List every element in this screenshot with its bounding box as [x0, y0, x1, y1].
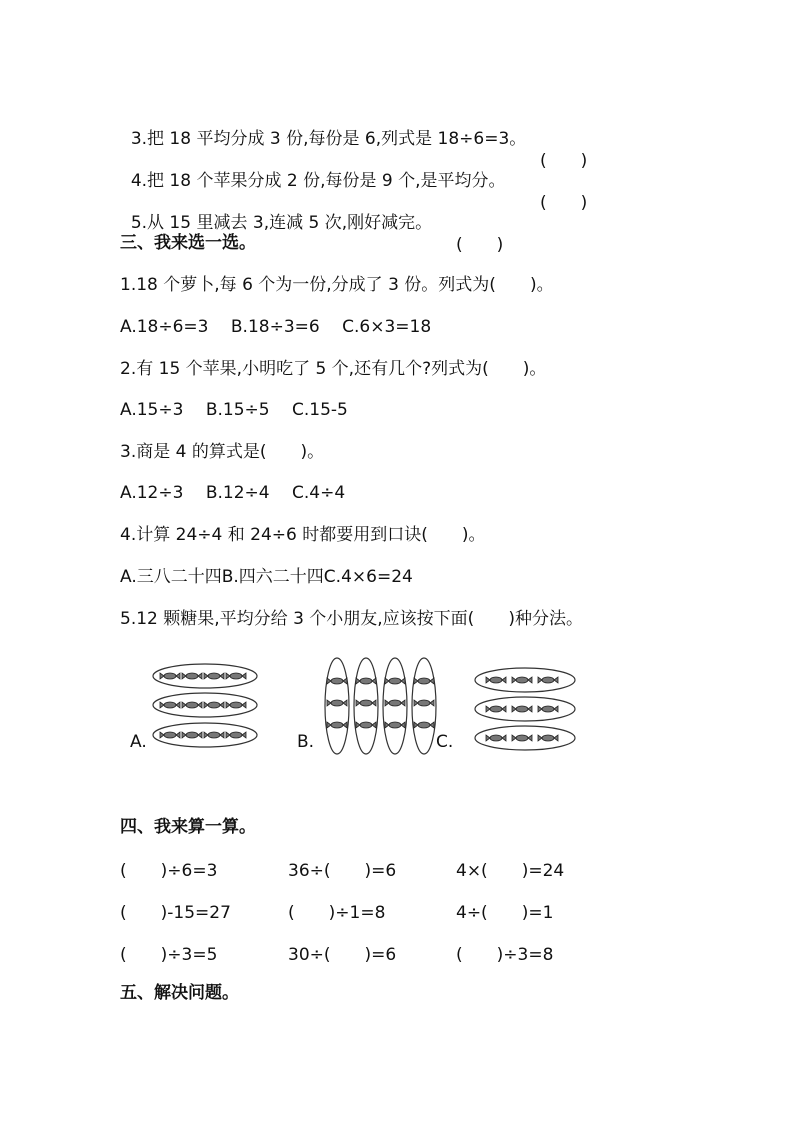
candy-picture-a	[150, 660, 260, 752]
calc-item[interactable]: 4×( )=24	[456, 861, 565, 881]
calc-item[interactable]: ( )÷3=5	[120, 945, 218, 965]
calc-item[interactable]: ( )÷6=3	[120, 861, 218, 881]
choice-question-5: 5.12 颗糖果,平均分给 3 个小朋友,应该按下面( )种分法。	[120, 609, 583, 629]
candy-picture-b	[322, 656, 440, 756]
calc-item[interactable]: 4÷( )=1	[456, 903, 554, 923]
choice-question-3: 3.商是 4 的算式是( )。	[120, 442, 325, 462]
calc-item[interactable]: 36÷( )=6	[288, 861, 397, 881]
calc-item[interactable]: ( )-15=27	[120, 903, 231, 923]
answer-blank[interactable]: ( )	[456, 235, 504, 255]
answer-blank[interactable]: ( )	[540, 193, 588, 213]
choice-question-2: 2.有 15 个苹果,小明吃了 5 个,还有几个?列式为( )。	[120, 359, 547, 379]
section4-heading: 四、我来算一算。	[120, 817, 256, 837]
calc-item[interactable]: ( )÷3=8	[456, 945, 554, 965]
judge-item-text: 5.从 15 里减去 3,连减 5 次,刚好减完。	[130, 213, 433, 233]
section3-heading: 三、我来选一选。	[120, 233, 256, 253]
choice-question-4: 4.计算 24÷4 和 24÷6 时都要用到口诀( )。	[120, 525, 486, 545]
candy-group	[325, 658, 436, 754]
calc-item[interactable]: 30÷( )=6	[288, 945, 397, 965]
answer-blank[interactable]: ( )	[540, 151, 588, 171]
choice-question-1: 1.18 个萝卜,每 6 个为一份,分成了 3 份。列式为( )。	[120, 275, 554, 295]
option-label-a[interactable]: A.	[130, 732, 147, 752]
choice-options-2[interactable]: A.15÷3 B.15÷5 C.15-5	[120, 400, 348, 420]
option-label-b[interactable]: B.	[297, 732, 315, 752]
candy-icon	[327, 678, 434, 728]
candy-icon	[160, 673, 246, 738]
choice-options-4[interactable]: A.三八二十四B.四六二十四C.4×6=24	[120, 567, 413, 587]
candy-icon	[486, 677, 558, 741]
section5-heading: 五、解决问题。	[120, 983, 239, 1003]
calc-item[interactable]: ( )÷1=8	[288, 903, 386, 923]
choice-options-1[interactable]: A.18÷6=3 B.18÷3=6 C.6×3=18	[120, 317, 432, 337]
judge-item-text: 4.把 18 个苹果分成 2 份,每份是 9 个,是平均分。	[130, 171, 506, 191]
judge-item-text: 3.把 18 平均分成 3 份,每份是 6,列式是 18÷6=3。	[130, 129, 527, 149]
candy-picture-c	[472, 664, 578, 754]
choice-options-3[interactable]: A.12÷3 B.12÷4 C.4÷4	[120, 483, 346, 503]
option-label-c[interactable]: C.	[436, 732, 454, 752]
